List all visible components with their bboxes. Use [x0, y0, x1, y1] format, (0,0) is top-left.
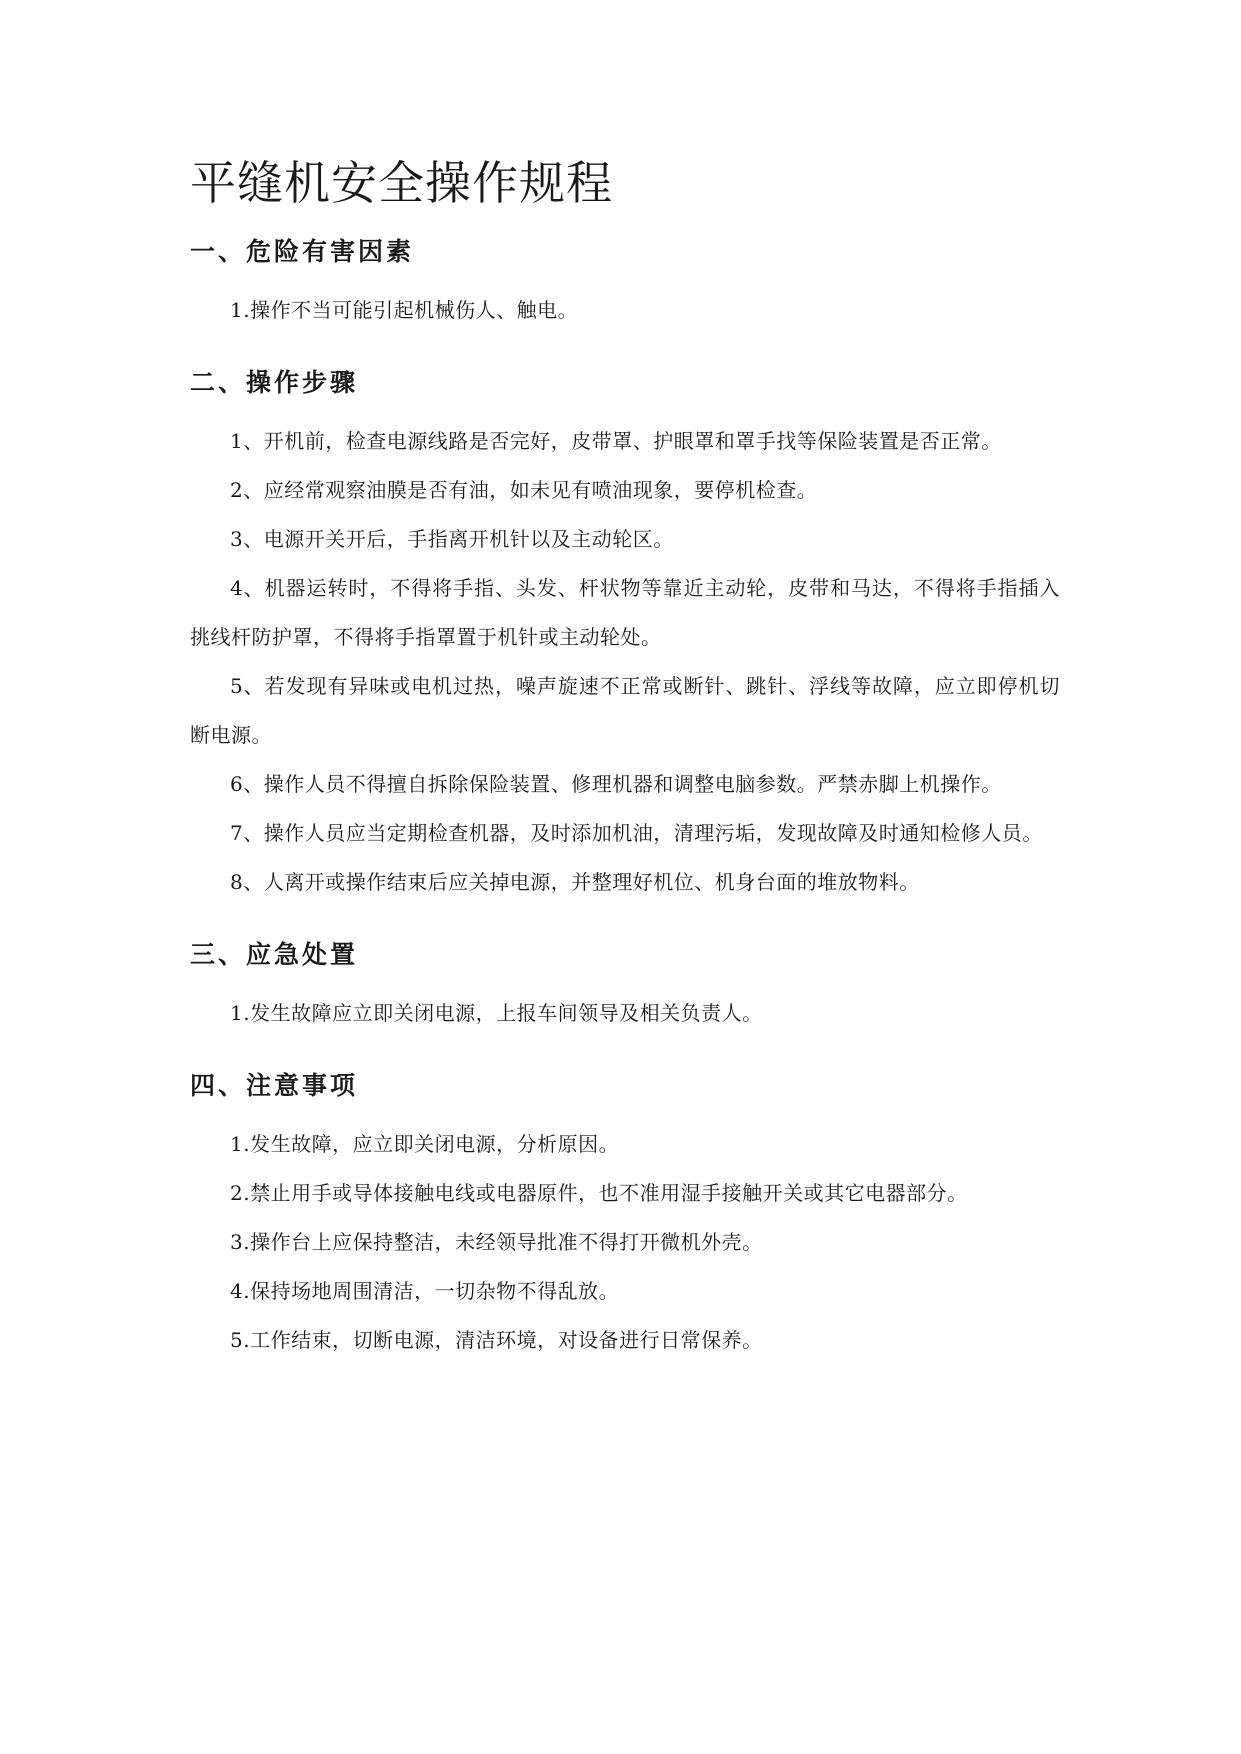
- list-item: 6、操作人员不得擅自拆除保险装置、修理机器和调整电脑参数。严禁赤脚上机操作。: [230, 772, 1002, 796]
- list-item: 4.保持场地周围清洁，一切杂物不得乱放。: [230, 1279, 620, 1303]
- list-item: 3.操作台上应保持整洁，未经领导批准不得打开微机外壳。: [230, 1230, 763, 1254]
- document-page: [190, 150, 1060, 1365]
- list-item: 5.工作结束，切断电源，清洁环境，对设备进行日常保养。: [230, 1328, 763, 1352]
- list-item: 1、开机前，检查电源线路是否完好，皮带罩、护眼罩和罩手找等保险装置是否正常。: [230, 429, 1002, 453]
- list-item: 1.发生故障应立即关闭电源，上报车间领导及相关负责人。: [230, 1001, 763, 1025]
- list-item: 5、若发现有异味或电机过热，噪声旋速不正常或断针、跳针、浮线等故障，应立即停机切断电源。: [190, 674, 1060, 747]
- list-item: 7、操作人员应当定期检查机器，及时添加机油，清理污垢，发现故障及时通知检修人员。: [230, 821, 1043, 845]
- item-list: [190, 989, 1060, 1038]
- list-item: 1.操作不当可能引起机械伤人、触电。: [230, 298, 579, 322]
- list-item: 2、应经常观察油膜是否有油，如未见有喷油现象，要停机检查。: [230, 478, 818, 502]
- section-heading: 二、操作步骤: [190, 368, 359, 397]
- list-item: 4、机器运转时，不得将手指、头发、杆状物等靠近主动轮，皮带和马达，不得将手指插入挑线杆防护罩，不得将手指罩置于机针或主动轮处。: [190, 576, 1060, 649]
- section-hazards: [190, 232, 1060, 335]
- list-item: 8、人离开或操作结束后应关掉电源，并整理好机位、机身台面的堆放物料。: [230, 870, 920, 894]
- list-item: 3、电源开关开后，手指离开机针以及主动轮区。: [230, 527, 674, 551]
- item-list: [190, 1120, 1060, 1365]
- section-operation-steps: [190, 363, 1060, 907]
- section-heading: 一、危险有害因素: [190, 237, 415, 266]
- list-item: 1.发生故障，应立即关闭电源，分析原因。: [230, 1132, 620, 1156]
- item-list: [190, 417, 1060, 907]
- list-item: 2.禁止用手或导体接触电线或电器原件，也不准用湿手接触开关或其它电器部分。: [230, 1181, 968, 1205]
- section-precautions: [190, 1066, 1060, 1365]
- section-heading: 三、应急处置: [190, 940, 359, 969]
- section-emergency: [190, 935, 1060, 1038]
- document-title: 平缝机安全操作规程: [190, 156, 613, 210]
- section-heading: 四、注意事项: [190, 1071, 359, 1100]
- item-list: [190, 286, 1060, 335]
